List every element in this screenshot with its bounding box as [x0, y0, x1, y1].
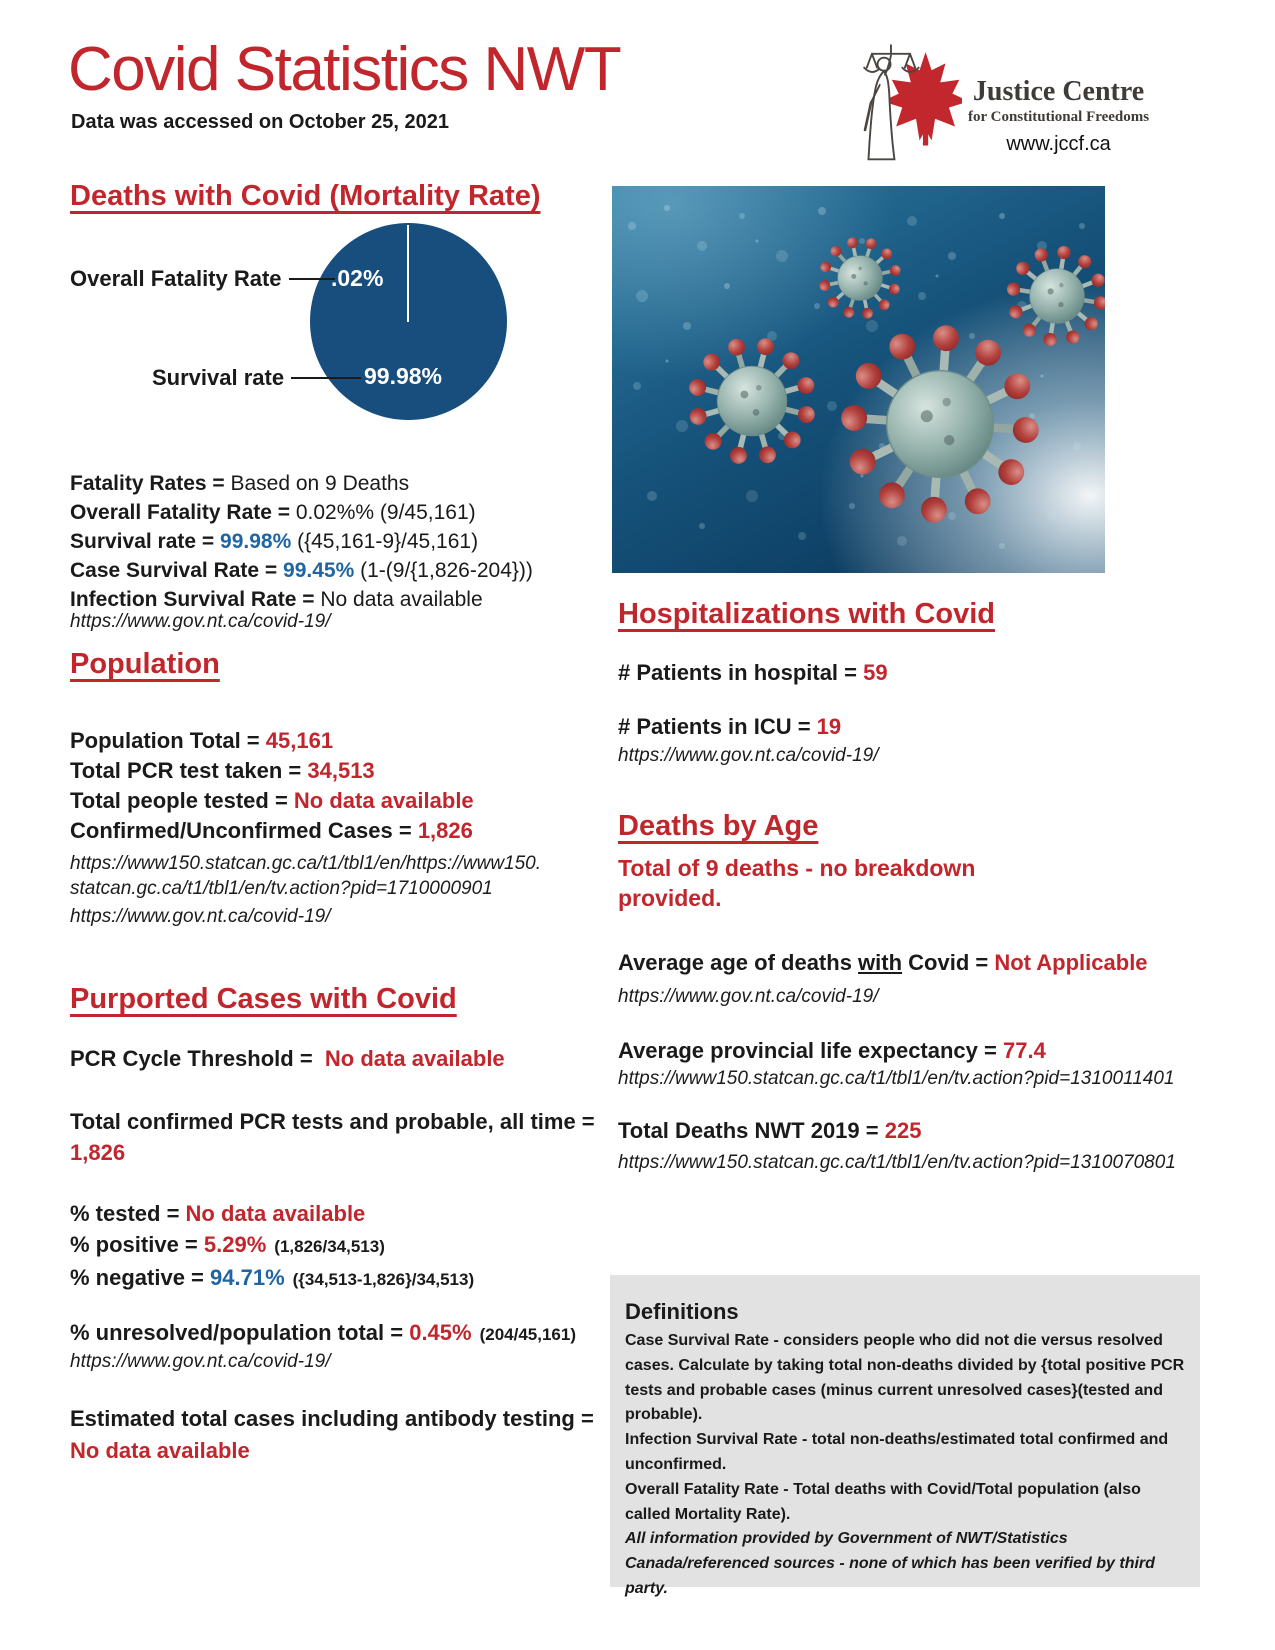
stat-pct-negative: % negative = 94.71% ({34,513-1,826}/34,513): [70, 1265, 475, 1290]
justice-centre-logo: [858, 40, 1149, 168]
link-gov-nt[interactable]: https://www.gov.nt.ca/covid-19/: [618, 745, 879, 766]
definition-case-survival-rate: Case Survival Rate - considers people who did not die versus resolved cases. Calculate by taking total non-deaths divided by {total positive PCR tests and probable cases (minus current unresolved cases}(tested and probable).: [625, 1332, 1185, 1424]
deaths-by-age-summary: Total of 9 deaths - no breakdown provided.: [618, 855, 976, 911]
link-gov-nt[interactable]: https://www.gov.nt.ca/covid-19/: [70, 611, 331, 632]
stat-average-age-of-deaths: Average age of deaths with Covid = Not Applicable: [618, 950, 1148, 975]
pie-label-fatality: [70, 266, 335, 292]
fact-case-survival-rate: Case Survival Rate = 99.45% (1-(9/{1,826-204})): [70, 559, 533, 582]
definitions-disclaimer: All information provided by Government of NWT/Statistics Canada/referenced sources - none of which has been verified by third party.: [625, 1530, 1155, 1597]
pie-value-survival: 99.98%: [364, 363, 443, 389]
heading-population: Population: [70, 648, 220, 680]
stat-unresolved-population: % unresolved/population total = 0.45% (204/45,161): [70, 1320, 576, 1345]
link-gov-nt[interactable]: https://www.gov.nt.ca/covid-19/: [618, 986, 879, 1007]
link-gov-nt[interactable]: https://www.gov.nt.ca/covid-19/: [70, 906, 331, 927]
logo-website[interactable]: www.jccf.ca: [1006, 133, 1111, 155]
definitions-heading: Definitions: [625, 1299, 739, 1324]
coronavirus-illustration: [612, 186, 1105, 573]
fact-infection-survival-rate: Infection Survival Rate = No data available: [70, 588, 483, 611]
link-gov-nt[interactable]: https://www.gov.nt.ca/covid-19/: [70, 1351, 331, 1372]
pie-fatality-slice: [407, 225, 409, 322]
stat-pct-positive: % positive = 5.29% (1,826/34,513): [70, 1232, 385, 1257]
page-title: Covid Statistics NWT: [68, 35, 621, 104]
stat-life-expectancy: Average provincial life expectancy = 77.4: [618, 1038, 1046, 1063]
definition-overall-fatality-rate: Overall Fatality Rate - Total deaths with Covid/Total population (also called Mortality Rate).: [625, 1480, 1141, 1523]
scales-of-justice-maple-leaf-icon: [858, 40, 962, 168]
page-subtitle: Data was accessed on October 25, 2021: [71, 111, 449, 133]
heading-purported-cases: Purported Cases with Covid: [70, 983, 457, 1015]
pie-label-fatality-text: Overall Fatality Rate: [70, 266, 282, 291]
stat-patients-in-hospital: # Patients in hospital = 59: [618, 660, 888, 685]
heading-hospitalizations: Hospitalizations with Covid: [618, 598, 996, 630]
pie-value-fatality: .02%: [331, 265, 384, 291]
percentage-stats: [70, 1198, 474, 1295]
pie-label-survival: [152, 365, 361, 391]
stat-total-pcr-tests: Total PCR test taken = 34,513: [70, 758, 375, 783]
heading-deaths-with-covid: Deaths with Covid (Mortality Rate): [70, 180, 541, 212]
stat-pct-tested: % tested = No data available: [70, 1201, 366, 1226]
heading-deaths-by-age: Deaths by Age: [618, 810, 819, 842]
fact-fatality-rates: Fatality Rates = Based on 9 Deaths: [70, 472, 410, 495]
stat-pcr-cycle-threshold: PCR Cycle Threshold = No data available: [70, 1046, 505, 1071]
stat-total-people-tested: Total people tested = No data available: [70, 788, 474, 813]
fatality-facts: [70, 469, 533, 614]
stat-patients-in-icu: # Patients in ICU = 19: [618, 714, 842, 739]
logo-tagline: for Constitutional Freedoms: [968, 109, 1150, 125]
logo-org-name: Justice Centre: [972, 76, 1145, 107]
stat-confirmed-unconfirmed-cases: Confirmed/Unconfirmed Cases = 1,826: [70, 818, 473, 843]
stat-estimated-total-cases: Estimated total cases including antibody testing = No data available: [70, 1406, 594, 1463]
pie-label-survival-text: Survival rate: [152, 365, 285, 390]
definition-infection-survival-rate: Infection Survival Rate - total non-deaths/estimated total confirmed and unconfirmed.: [625, 1431, 1169, 1473]
stat-population-total: Population Total = 45,161: [70, 728, 334, 753]
stat-total-deaths-2019: Total Deaths NWT 2019 = 225: [618, 1118, 922, 1143]
fact-survival-rate: Survival rate = 99.98% ({45,161-9}/45,161): [70, 530, 479, 553]
population-stats: [70, 726, 474, 846]
leader-line: [291, 377, 361, 379]
leader-line: [289, 278, 335, 280]
stat-total-confirmed-pcr: Total confirmed PCR tests and probable, all time = 1,826: [70, 1109, 595, 1165]
link-statcan-population[interactable]: https://www150.statcan.gc.ca/t1/tbl1/en/https://www150. statcan.gc.ca/t1/tbl1/en/tv.action?pid=1710000901: [70, 853, 542, 899]
link-statcan-life-expectancy[interactable]: https://www150.statcan.gc.ca/t1/tbl1/en/tv.action?pid=1310011401: [618, 1068, 1175, 1089]
fact-overall-fatality-rate: Overall Fatality Rate = 0.02%% (9/45,161): [70, 501, 476, 524]
definitions-panel: [610, 1275, 1200, 1597]
logo-text: [968, 78, 1149, 156]
link-statcan-total-deaths[interactable]: https://www150.statcan.gc.ca/t1/tbl1/en/tv.action?pid=1310070801: [618, 1152, 1176, 1173]
